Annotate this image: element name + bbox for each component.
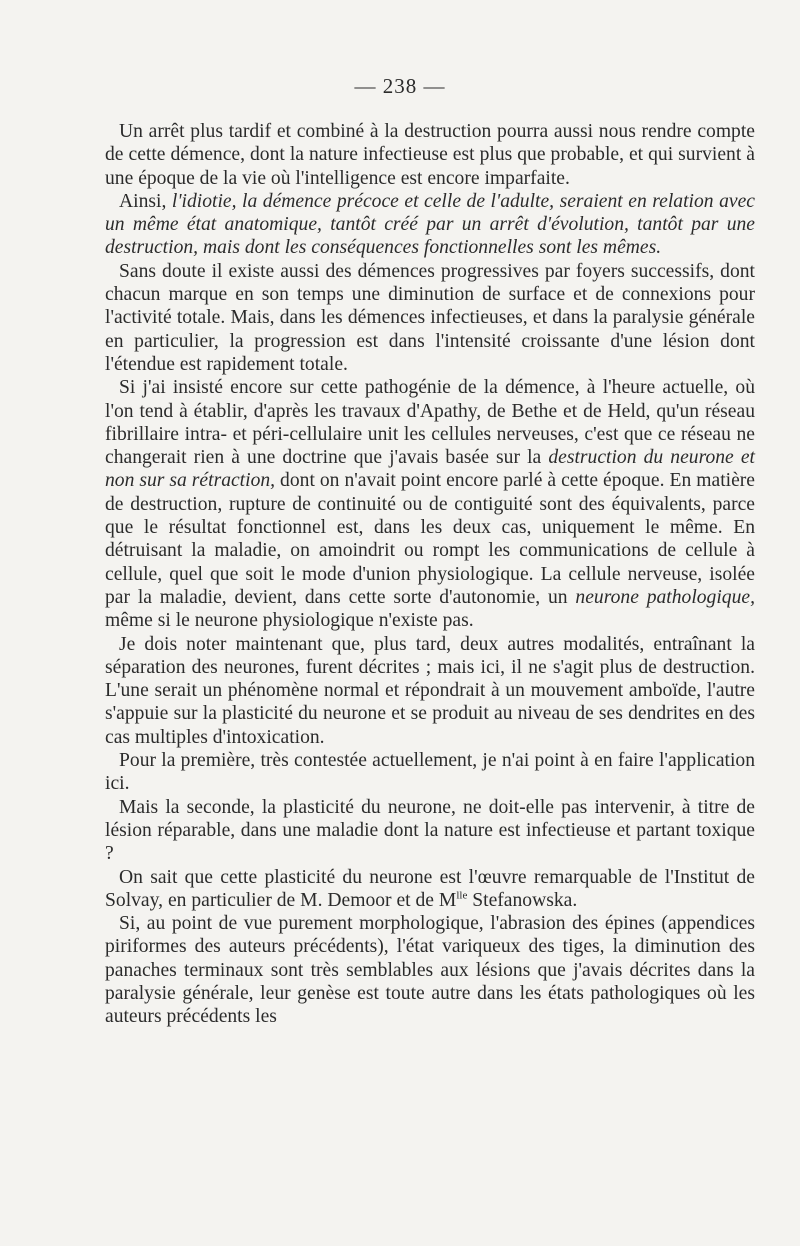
text-segment: Si j'ai insisté encore sur cette pathogénie de la démence, à l'heure actuelle, où l'on tend à établir, d'après les travaux d'Apathy, de Bethe et de Held, qu'un réseau fibrillaire intra- et péri-cellulaire unit les cellules nerveuses, c'est que ce réseau ne changerait rien à une doctrine que j'avais basée sur la xyxy=(105,377,755,469)
text-segment: Mais la seconde, la plasticité du neurone, ne doit-elle pas intervenir, à titre de lésion réparable, dans une maladie dont la nature est infectieuse et partant toxique ? xyxy=(105,796,755,865)
paragraph xyxy=(105,260,755,376)
body-text xyxy=(105,120,755,1029)
paragraph xyxy=(105,796,755,866)
superscript: lle xyxy=(456,889,468,902)
text-segment: Ainsi, xyxy=(119,190,172,212)
text-segment: Stefanowska. xyxy=(467,889,578,911)
paragraph xyxy=(105,633,755,749)
italic-text: destruction du neurone et non sur sa rétraction, xyxy=(105,447,755,492)
paragraph xyxy=(105,749,755,796)
paragraph xyxy=(105,120,755,190)
paragraph xyxy=(105,190,755,260)
italic-text: neurone pathologique, xyxy=(575,586,755,608)
italic-text: l'idiotie, la démence précoce et celle de l'adulte, seraient en relation avec un même état anatomique, tantôt créé par un arrêt d'évolution, tantôt par une destruction, mais dont les conséquences fonctionnelles sont les mêmes. xyxy=(105,190,755,259)
paragraph xyxy=(105,376,755,632)
page-number: — 238 — xyxy=(354,74,446,98)
text-segment: Un arrêt plus tardif et combiné à la destruction pourra aussi nous rendre compte de cette démence, dont la nature infectieuse est plus que probable, et qui survient à une époque de la vie où l'intelligence est encore imparfaite. xyxy=(105,121,755,189)
text-segment: On sait que cette plasticité du neurone est l'œuvre remarquable de l'Institut de Solvay, en particulier de M. Demoor et de M xyxy=(105,866,755,911)
text-segment: Pour la première, très contestée actuellement, je n'ai point à en faire l'application ici. xyxy=(105,750,755,795)
text-segment: dont on n'avait point encore parlé à cette époque. En matière de destruction, rupture de continuité ou de contiguité sont des équivalents, parce que le résultat fonctionnel est, dans les deux cas, uniquement le même. En détruisant la maladie, on amoindrit ou rompt les communications de cellule à cellule, quel que soit le mode d'union physiologique. La cellule nerveuse, isolée par la maladie, devient, dans cette sorte d'autonomie, un xyxy=(105,470,755,608)
text-segment: Si, au point de vue purement morphologique, l'abrasion des épines (appendices piriformes des auteurs précédents), l'état variqueux des tiges, la diminution des panaches terminaux sont très semblables aux lésions que j'avais décrites dans la paralysie générale, leur genèse est toute autre dans les états pathologiques où les auteurs précédents les xyxy=(105,913,755,1028)
text-segment: Je dois noter maintenant que, plus tard, deux autres modalités, entraînant la séparation des neurones, furent décrites ; mais ici, il ne s'agit plus de destruction. L'une serait un phénomène normal et répondrait à un mouvement amboïde, l'autre s'appuie sur la plasticité du neurone et se produit au niveau de ses dendrites en des cas multiples d'intoxication. xyxy=(105,633,755,748)
text-segment: même si le neurone physiologique n'existe pas. xyxy=(105,610,474,632)
paragraph xyxy=(105,866,755,913)
text-segment: Sans doute il existe aussi des démences progressives par foyers successifs, dont chacun marque en son temps une diminution de surface et de connexions pour l'activité totale. Mais, dans les démences infectieuses, et dans la paralysie générale en particulier, la progression est dans l'intensité croissante d'une lésion dont l'étendue est rapidement totale. xyxy=(105,260,755,375)
paragraph xyxy=(105,912,755,1028)
